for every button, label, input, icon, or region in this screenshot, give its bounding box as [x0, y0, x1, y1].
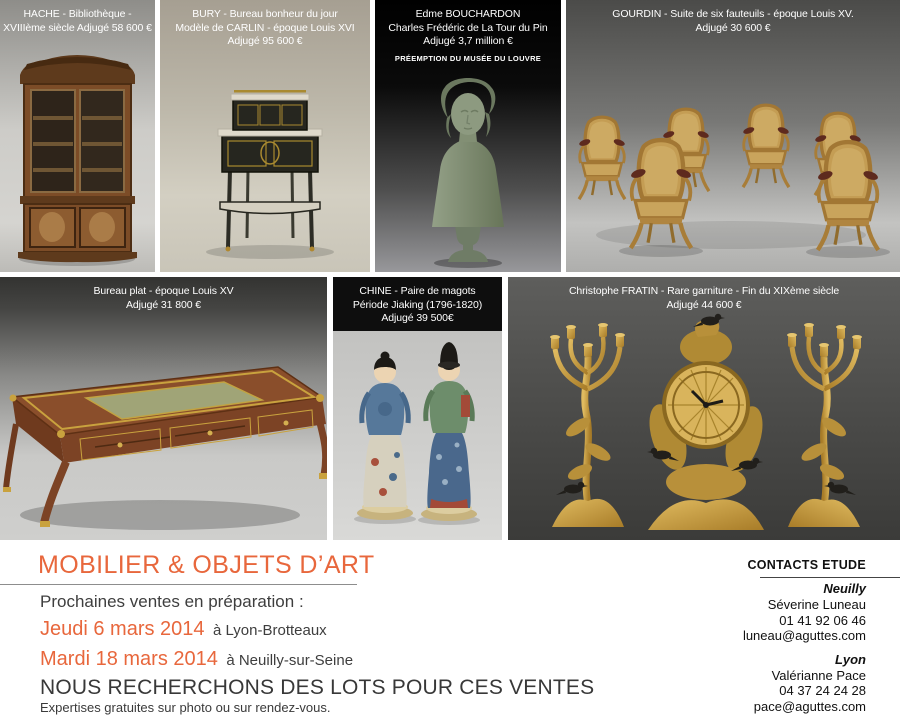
contacts-block: [646, 558, 866, 714]
sale-entry: [40, 618, 327, 641]
upcoming-sales-label: Prochaines ventes en préparation :: [40, 592, 304, 611]
caption-line: Adjugé 3,7 million €: [423, 35, 513, 47]
caption-line: BURY - Bureau bonheur du jour: [192, 8, 338, 20]
caption-line: Modèle de CARLIN - époque Louis XVI: [175, 21, 355, 34]
lot-caption: [0, 8, 155, 35]
lot-panel-bouchardon: [375, 0, 561, 272]
sale-entry: [40, 648, 353, 671]
caption-line: Adjugé 30 600 €: [695, 21, 771, 34]
chairs-photo-illustration: [566, 0, 900, 272]
preemption-note: PRÉEMPTION DU MUSÉE DU LOUVRE: [394, 53, 542, 63]
clock-garniture-photo-illustration: [508, 277, 900, 540]
lot-caption: [508, 285, 900, 312]
contact-email[interactable]: luneau@aguttes.com: [742, 628, 866, 643]
lot-panel-gourdin: [566, 0, 900, 272]
lot-caption: [375, 8, 561, 65]
lot-panel-hache: [0, 0, 155, 272]
sale-place: à Lyon-Brotteaux: [213, 622, 327, 639]
lot-caption: [160, 8, 370, 49]
contact-name: Séverine Luneau: [767, 597, 866, 612]
contact-office-lyon: [646, 652, 866, 715]
bookcase-photo-illustration: [0, 0, 155, 272]
lot-caption: [566, 8, 900, 35]
caption-line: Adjugé 95 600 €: [227, 35, 303, 47]
lot-panel-chine: [333, 277, 502, 540]
caption-line: Edme BOUCHARDON: [415, 8, 521, 20]
caption-line: HACHE - Bibliothèque -: [23, 8, 132, 20]
lot-caption: [333, 285, 502, 326]
contact-office-neuilly: [646, 581, 866, 644]
lot-panel-bureau-plat: [0, 277, 327, 540]
caption-line: XVIIIème siècle Adjugé 58 600 €: [3, 21, 152, 34]
caption-line: Charles Frédéric de La Tour du Pin: [388, 21, 548, 34]
lot-caption: [0, 285, 327, 312]
caption-line: Adjugé 39 500€: [381, 312, 454, 324]
office-city: Lyon: [834, 651, 866, 667]
title-underline: [0, 584, 357, 585]
contact-email[interactable]: pace@aguttes.com: [753, 698, 866, 714]
lot-panel-bury: [160, 0, 370, 272]
caption-line: Christophe FRATIN - Rare garniture - Fin du XIXème siècle: [568, 285, 840, 297]
contact-name: Valérianne Pace: [771, 667, 866, 683]
caption-line: Période Jiaking (1796-1820): [352, 298, 483, 311]
caption-line: Adjugé 44 600 €: [666, 298, 742, 311]
sale-place: à Neuilly-sur-Seine: [226, 652, 354, 669]
caption-line: Adjugé 31 800 €: [126, 298, 201, 311]
flat-desk-photo-illustration: [0, 277, 327, 540]
caption-line: CHINE - Paire de magots: [359, 285, 476, 297]
contacts-heading: CONTACTS ETUDE: [747, 558, 866, 572]
expertise-note: Expertises gratuites sur photo ou sur rendez-vous.: [40, 700, 331, 715]
lot-panel-fratin: [508, 277, 900, 540]
section-title: MOBILIER & OBJETS D’ART: [38, 551, 375, 579]
call-to-action: NOUS RECHERCHONS DES LOTS POUR CES VENTES: [40, 676, 595, 699]
contact-phone: 04 37 24 24 28: [779, 683, 866, 698]
office-city: Neuilly: [823, 581, 866, 596]
caption-line: GOURDIN - Suite de six fauteuils - époque Louis XV.: [612, 8, 854, 20]
contact-phone: 01 41 92 06 46: [779, 612, 866, 628]
caption-line: Bureau plat - époque Louis XV: [93, 285, 234, 297]
sale-date: Mardi 18 mars 2014: [40, 648, 218, 670]
sale-date: Jeudi 6 mars 2014: [40, 618, 205, 640]
